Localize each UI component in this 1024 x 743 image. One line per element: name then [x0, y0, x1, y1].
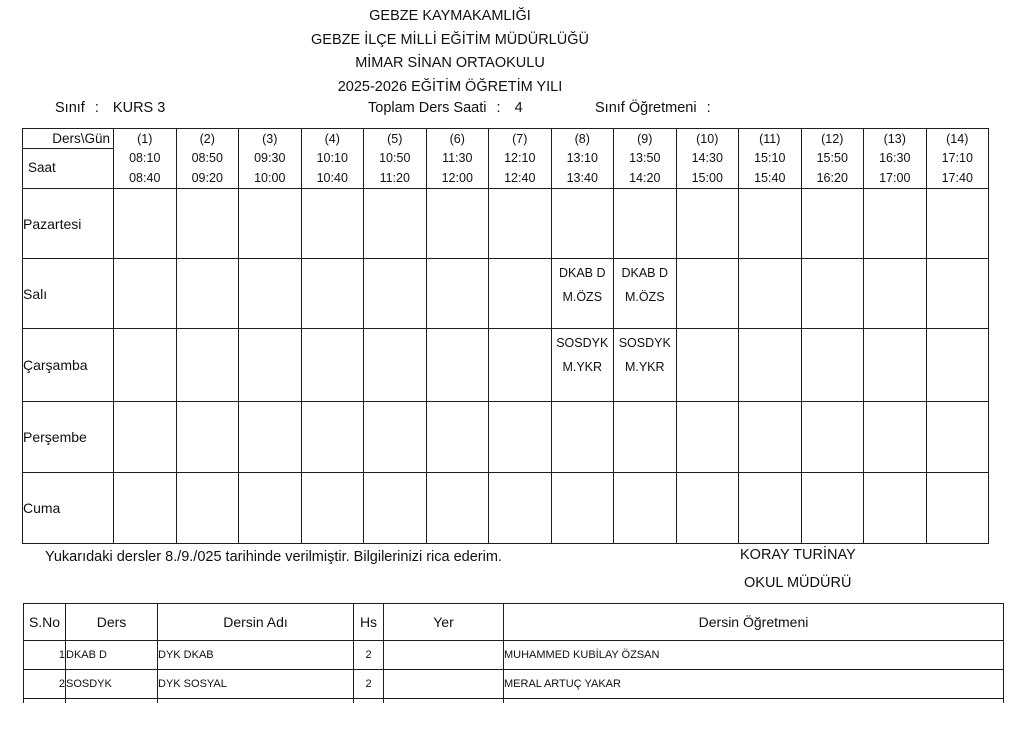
lesson-teacher-code: M.ÖZS	[624, 290, 665, 304]
course-hours: 2	[354, 641, 384, 670]
lesson-cell	[864, 189, 927, 259]
courses-header-col-ders: Ders	[66, 604, 158, 641]
lesson-cell	[489, 259, 552, 329]
period-end-time: 10:00	[254, 170, 286, 185]
lesson-cell	[301, 329, 364, 402]
lesson-cell	[489, 189, 552, 259]
course-cell-cutoff	[158, 699, 354, 704]
period-start-time: 08:50	[191, 151, 223, 165]
period-end-time: 15:40	[754, 170, 786, 185]
lesson-cell	[864, 329, 927, 402]
period-header-row	[23, 129, 989, 189]
corner-ders-gun-label: Ders\Gün	[23, 129, 113, 149]
lesson-cell	[239, 402, 302, 473]
day-row	[23, 402, 989, 473]
class-teacher-colon: :	[706, 100, 711, 116]
period-end-time: 17:00	[879, 170, 911, 185]
lesson-cell	[364, 259, 427, 329]
lesson-cell	[176, 189, 239, 259]
period-start-time: 08:10	[129, 151, 161, 165]
course-name: DYK SOSYAL	[158, 670, 354, 699]
period-header-7	[489, 129, 552, 189]
lesson-cell	[551, 473, 614, 544]
courses-header-row	[24, 604, 1004, 641]
class-teacher-info	[595, 100, 721, 116]
lesson-cell	[426, 402, 489, 473]
period-header-6	[426, 129, 489, 189]
lesson-cell	[739, 329, 802, 402]
lesson-code: DKAB D	[621, 266, 669, 280]
period-end-time: 14:20	[629, 170, 661, 185]
lesson-cell	[239, 473, 302, 544]
period-header-14	[926, 129, 989, 189]
lesson-cell	[801, 402, 864, 473]
corner-cell	[23, 129, 114, 189]
lesson-code: DKAB D	[558, 266, 606, 280]
courses-header-col-sno: S.No	[24, 604, 66, 641]
period-header-5	[364, 129, 427, 189]
header-line-directorate: GEBZE İLÇE MİLLİ EĞİTİM MÜDÜRLÜĞÜ	[311, 31, 589, 48]
lesson-cell	[176, 329, 239, 402]
lesson-cell	[239, 189, 302, 259]
lesson-cell	[801, 259, 864, 329]
period-number: (7)	[512, 132, 528, 146]
lesson-cell	[301, 473, 364, 544]
total-hours-value: 4	[514, 100, 523, 116]
course-row	[24, 641, 1004, 670]
course-cell-cutoff	[354, 699, 384, 704]
lesson-cell	[301, 402, 364, 473]
period-start-time: 13:50	[629, 151, 661, 165]
course-cell-cutoff	[384, 699, 504, 704]
lesson-cell	[676, 189, 739, 259]
period-start-time: 12:10	[504, 151, 536, 165]
lesson-cell	[739, 402, 802, 473]
lesson-cell	[114, 473, 177, 544]
lesson-cell	[114, 189, 177, 259]
lesson-cell	[801, 473, 864, 544]
lesson-cell	[614, 402, 677, 473]
lesson-teacher-code: M.ÖZS	[562, 290, 603, 304]
period-number: (12)	[821, 132, 844, 146]
lesson-cell	[864, 473, 927, 544]
lesson-cell	[551, 259, 614, 329]
period-number: (6)	[449, 132, 465, 146]
header-line-school: MİMAR SİNAN ORTAOKULU	[355, 55, 545, 71]
course-cell-cutoff	[504, 699, 1004, 704]
course-cell-cutoff	[66, 699, 158, 704]
lesson-cell	[176, 259, 239, 329]
period-header-3	[239, 129, 302, 189]
lesson-cell	[739, 189, 802, 259]
lesson-cell	[489, 329, 552, 402]
period-header-8	[551, 129, 614, 189]
class-value: KURS 3	[112, 100, 166, 116]
courses-header-col-hs: Hs	[354, 604, 384, 641]
course-row-cutoff	[24, 699, 1004, 704]
class-colon: :	[94, 100, 99, 116]
course-code: SOSDYK	[66, 670, 158, 699]
total-hours-label: Toplam Ders Saati	[368, 100, 487, 116]
signature-title: OKUL MÜDÜRÜ	[744, 575, 852, 591]
period-end-time: 16:20	[816, 170, 848, 185]
course-hours: 2	[354, 670, 384, 699]
day-row	[23, 473, 989, 544]
lesson-cell	[676, 329, 739, 402]
course-code: DKAB D	[66, 641, 158, 670]
lesson-cell	[926, 329, 989, 402]
lesson-cell	[614, 329, 677, 402]
period-number: (5)	[387, 132, 403, 146]
lesson-cell	[176, 473, 239, 544]
lesson-teacher-code: M.YKR	[562, 360, 603, 374]
lesson-cell	[739, 259, 802, 329]
lesson-cell	[239, 259, 302, 329]
lesson-cell	[926, 189, 989, 259]
lesson-cell	[926, 402, 989, 473]
lesson-cell	[926, 473, 989, 544]
period-start-time: 17:10	[941, 151, 973, 165]
period-end-time: 15:00	[691, 170, 723, 185]
lesson-cell	[114, 259, 177, 329]
period-end-time: 12:40	[504, 170, 536, 185]
period-header-4	[301, 129, 364, 189]
period-number: (10)	[696, 132, 719, 146]
period-number: (1)	[137, 132, 153, 146]
period-number: (3)	[262, 132, 278, 146]
lesson-code: SOSDYK	[556, 336, 609, 350]
lesson-cell	[301, 189, 364, 259]
period-start-time: 15:50	[816, 151, 848, 165]
courses-header-col-yer: Yer	[384, 604, 504, 641]
class-label: Sınıf	[55, 100, 85, 116]
period-header-11	[739, 129, 802, 189]
lesson-cell	[426, 189, 489, 259]
course-cell-cutoff	[24, 699, 66, 704]
period-number: (11)	[759, 132, 781, 146]
period-start-time: 16:30	[879, 151, 911, 165]
lesson-cell	[801, 189, 864, 259]
lesson-cell	[364, 329, 427, 402]
lesson-cell	[614, 259, 677, 329]
period-end-time: 13:40	[566, 170, 598, 185]
day-row	[23, 189, 989, 259]
course-no: 1	[24, 641, 66, 670]
period-number: (14)	[946, 132, 969, 146]
signature-name: KORAY TURİNAY	[740, 547, 856, 563]
lesson-cell	[364, 402, 427, 473]
period-header-9	[614, 129, 677, 189]
period-start-time: 10:10	[316, 151, 348, 165]
lesson-cell	[676, 473, 739, 544]
lesson-cell	[676, 259, 739, 329]
courses-table	[23, 603, 1004, 703]
day-row	[23, 329, 989, 402]
period-end-time: 09:20	[191, 170, 223, 185]
period-header-12	[801, 129, 864, 189]
class-teacher-label: Sınıf Öğretmeni	[595, 100, 697, 116]
course-place	[384, 670, 504, 699]
period-start-time: 13:10	[566, 151, 598, 165]
period-number: (9)	[637, 132, 653, 146]
lesson-cell	[176, 402, 239, 473]
courses-header-col-dersin-adi: Dersin Adı	[158, 604, 354, 641]
lesson-cell	[614, 189, 677, 259]
lesson-cell	[864, 402, 927, 473]
day-label: Perşembe	[23, 402, 114, 473]
lesson-cell	[239, 329, 302, 402]
lesson-cell	[489, 473, 552, 544]
courses-header-col-dersin-ogretmeni: Dersin Öğretmeni	[504, 604, 1004, 641]
lesson-cell	[114, 402, 177, 473]
lesson-cell	[739, 473, 802, 544]
lesson-cell	[614, 473, 677, 544]
lesson-cell	[114, 329, 177, 402]
period-end-time: 08:40	[129, 170, 161, 185]
document-header	[0, 5, 900, 99]
period-end-time: 17:40	[941, 170, 973, 185]
class-info	[55, 100, 165, 116]
day-label: Çarşamba	[23, 329, 114, 402]
lesson-cell	[364, 189, 427, 259]
period-header-2	[176, 129, 239, 189]
lesson-cell	[551, 402, 614, 473]
lesson-cell	[364, 473, 427, 544]
total-hours-info	[368, 100, 523, 116]
period-start-time: 10:50	[379, 151, 411, 165]
period-end-time: 11:20	[379, 170, 410, 185]
lesson-cell	[926, 259, 989, 329]
day-label: Cuma	[23, 473, 114, 544]
lesson-cell	[301, 259, 364, 329]
corner-saat-label: Saat	[28, 160, 56, 175]
course-row	[24, 670, 1004, 699]
day-label: Salı	[23, 259, 114, 329]
course-teacher: MUHAMMED KUBİLAY ÖZSAN	[504, 641, 1004, 670]
period-number: (13)	[883, 132, 906, 146]
course-no: 2	[24, 670, 66, 699]
lesson-teacher-code: M.YKR	[624, 360, 665, 374]
day-row	[23, 259, 989, 329]
period-start-time: 15:10	[754, 151, 786, 165]
lesson-cell	[801, 329, 864, 402]
period-start-time: 11:30	[442, 151, 473, 165]
lesson-cell	[426, 473, 489, 544]
lesson-cell	[489, 402, 552, 473]
weekly-timetable	[22, 128, 989, 544]
total-hours-colon: :	[496, 100, 501, 116]
period-end-time: 10:40	[316, 170, 348, 185]
period-header-1	[114, 129, 177, 189]
courses-table-container	[23, 603, 1007, 703]
lesson-cell	[551, 329, 614, 402]
period-start-time: 09:30	[254, 151, 286, 165]
lesson-cell	[551, 189, 614, 259]
period-number: (4)	[324, 132, 340, 146]
lesson-cell	[676, 402, 739, 473]
period-end-time: 12:00	[441, 170, 473, 185]
period-number: (2)	[199, 132, 215, 146]
course-teacher: MERAL ARTUÇ YAKAR	[504, 670, 1004, 699]
lesson-cell	[426, 329, 489, 402]
header-line-year: 2025-2026 EĞİTİM ÖĞRETİM YILI	[337, 78, 563, 95]
period-header-10	[676, 129, 739, 189]
lesson-code: SOSDYK	[618, 336, 671, 350]
footer-note: Yukarıdaki dersler 8./9./025 tarihinde verilmiştir. Bilgilerinizi rica ederim.	[45, 549, 502, 565]
day-label: Pazartesi	[23, 189, 114, 259]
lesson-cell	[426, 259, 489, 329]
course-place	[384, 641, 504, 670]
header-line-district: GEBZE KAYMAKAMLIĞI	[369, 8, 531, 24]
lesson-cell	[864, 259, 927, 329]
period-start-time: 14:30	[691, 151, 723, 165]
period-header-13	[864, 129, 927, 189]
period-number: (8)	[574, 132, 590, 146]
course-name: DYK DKAB	[158, 641, 354, 670]
